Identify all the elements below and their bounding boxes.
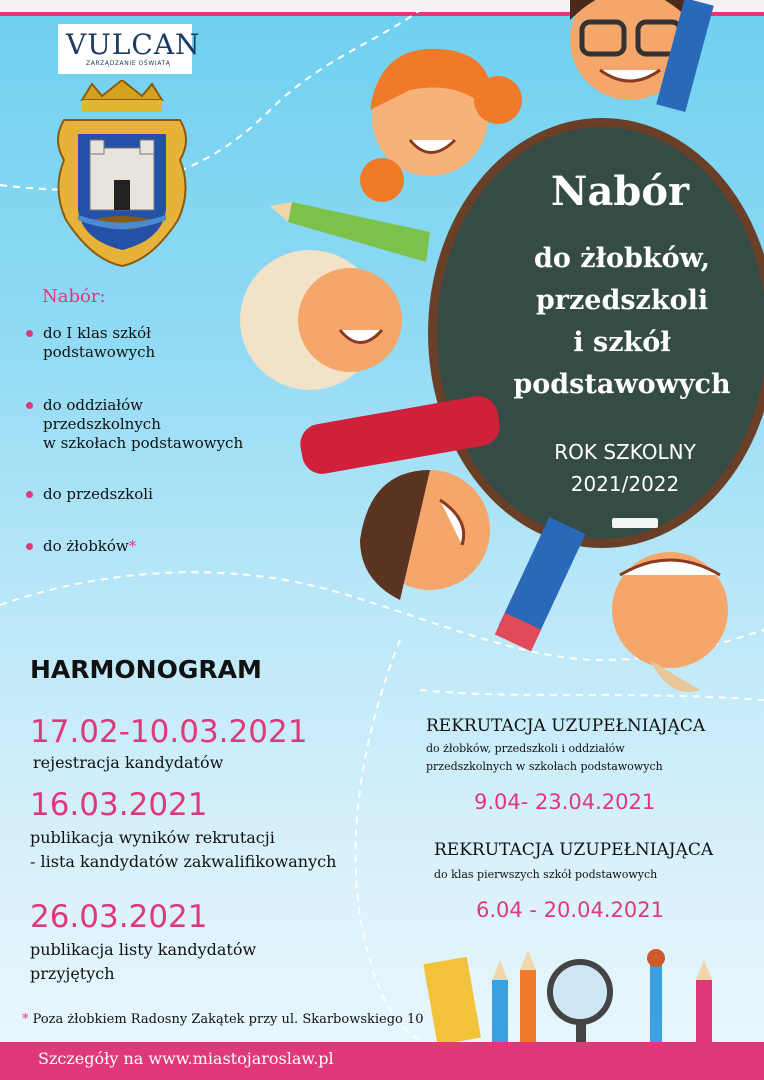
vulcan-logo-tagline: ZARZĄDZANIE OŚWIATĄ: [86, 60, 171, 67]
asterisk-mark: *: [22, 1012, 29, 1027]
supplementary-recruitment-subtitle: do żłobków, przedszkoli i oddziałów przedszkolnych w szkołach podstawowych: [426, 742, 663, 773]
school-supplies-illustration: [400, 940, 764, 1042]
nabor-list-item: [26, 324, 155, 362]
schedule-description: rejestracja kandydatów: [33, 753, 224, 772]
footnote: [22, 1012, 424, 1027]
footnote-text: Poza żłobkiem Radosny Zakątek przy ul. Skarbowskiego 10: [28, 1012, 424, 1027]
bullet-icon: [26, 543, 33, 550]
nabor-list-item: [26, 537, 136, 556]
schedule-description: publikacja wyników rekrutacji - lista kandydatów zakwalifikowanych: [30, 828, 337, 871]
nabor-list-item-label: do I klas szkół podstawowych: [43, 324, 156, 361]
supplementary-recruitment-subtitle: do klas pierwszych szkół podstawowych: [434, 868, 658, 881]
supplementary-recruitment-dates: 6.04 - 20.04.2021: [476, 898, 664, 922]
vulcan-logo-name: VULCAN: [66, 28, 201, 61]
board-title: Nabór: [550, 168, 690, 215]
supplementary-recruitment-title: REKRUTACJA UZUPEŁNIAJĄCA: [434, 840, 714, 860]
schedule-date: 26.03.2021: [30, 899, 208, 935]
nabor-list-item-label: do oddziałów przedszkolnych w szkołach podstawowych: [43, 396, 244, 452]
nabor-list-item: [26, 485, 153, 504]
coat-of-arms-icon: [52, 80, 192, 270]
nabor-list-item-label: do żłobków: [43, 537, 129, 555]
kids-illustration: [230, 0, 764, 700]
board-school-year-label: ROK SZKOLNY: [554, 440, 696, 464]
bullet-icon: [26, 491, 33, 498]
bullet-icon: [26, 402, 33, 409]
supplementary-recruitment-dates: 9.04- 23.04.2021: [474, 790, 656, 814]
schedule-date: 16.03.2021: [30, 787, 208, 823]
board-school-year-value: 2021/2022: [570, 472, 680, 496]
asterisk-mark: *: [128, 537, 137, 555]
footer-link[interactable]: Szczegóły na www.miastojaroslaw.pl: [38, 1049, 334, 1068]
schedule-description: publikacja listy kandydatów przyjętych: [30, 940, 257, 983]
supplementary-recruitment-title: REKRUTACJA UZUPEŁNIAJĄCA: [426, 716, 706, 736]
nabor-list-item-label: do przedszkoli: [43, 485, 153, 503]
bullet-icon: [26, 330, 33, 337]
board-subtitle: do żłobków, przedszkoli i szkół podstawowych: [513, 243, 731, 400]
nabor-list-item: [26, 396, 243, 453]
schedule-date: 17.02-10.03.2021: [30, 714, 308, 750]
harmonogram-title: HARMONOGRAM: [30, 655, 262, 684]
nabor-title: Nabór:: [42, 286, 106, 307]
